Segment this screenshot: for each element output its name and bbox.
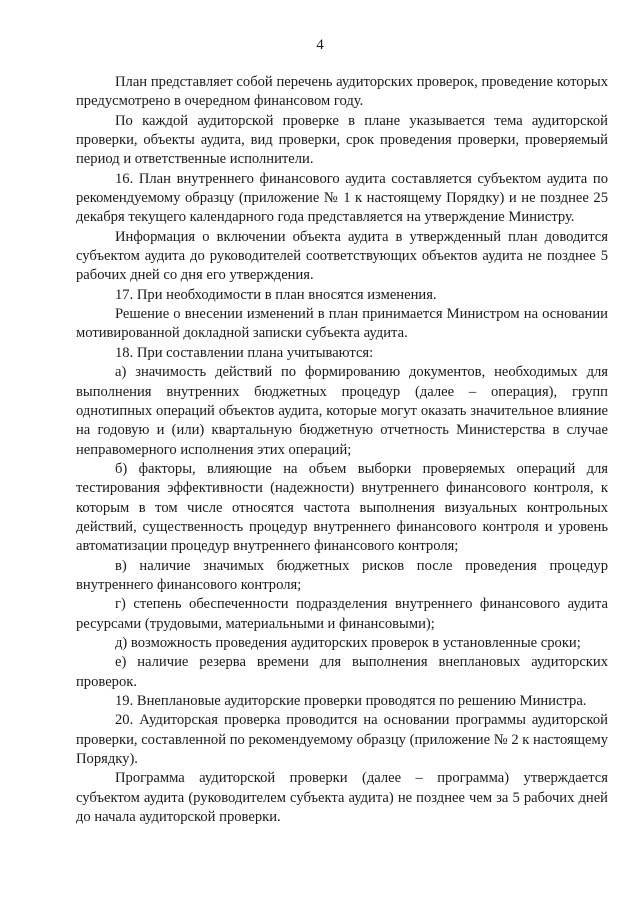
paragraph-18-a: а) значимость действий по формированию документов, необходимых для выполнения внутренних бюджетных процедур (далее – операция), групп однотипных операций объектов аудита, которые могут оказать значительное влияние на годовую и (или) квартальную бюджетную отчетность Министерства в случае неправомерного исполнения этих операций; [76, 364, 608, 458]
paragraph-plan-contents: По каждой аудиторской проверке в плане указывается тема аудиторской проверки, объекты аудита, вид проверки, срок проведения проверки, проверяемый период и ответственные исполнители. [76, 112, 608, 168]
paragraph-plan-definition: План представляет собой перечень аудиторских проверок, проведение которых предусмотрено в очередном финансовом году. [76, 74, 608, 110]
paragraph-18-g: г) степень обеспеченности подразделения внутреннего финансового аудита ресурсами (трудовыми, материальными и финансовыми); [76, 596, 608, 632]
paragraph-17-decision: Решение о внесении изменений в план принимается Министром на основании мотивированной докладной записки субъекта аудита. [76, 306, 608, 342]
paragraph-18-e: е) наличие резерва времени для выполнения внеплановых аудиторских проверок. [76, 654, 608, 690]
paragraph-20-program: Программа аудиторской проверки (далее – программа) утверждается субъектом аудита (руководителем субъекта аудита) не позднее чем за 5 рабочих дней до начала аудиторской проверки. [76, 770, 608, 826]
paragraph-18: 18. При составлении плана учитываются: [115, 344, 374, 361]
paragraph-18-b: б) факторы, влияющие на объем выборки проверяемых операций для тестирования эффективности (надежности) внутреннего финансового контроля, к которым в том числе относятся частота выполнения визуальных контрольных действий, существенность процедур внутреннего финансового контроля и уровень автоматизации процедур внутреннего финансового контроля; [76, 460, 608, 555]
paragraph-19: 19. Внеплановые аудиторские проверки проводятся по решению Министра. [115, 693, 587, 709]
paragraph-17: 17. При необходимости в план вносятся изменения. [115, 286, 437, 303]
paragraph-16-info: Информация о включении объекта аудита в утвержденный план доводится субъектом аудита до руководителей соответствующих объектов аудита не позднее 5 рабочих дней со дня его утверждения. [76, 228, 608, 284]
document-body [76, 73, 608, 827]
paragraph-16: 16. План внутреннего финансового аудита составляется субъектом аудита по рекомендуемому образцу (приложение № 1 к настоящему Порядку) и не позднее 25 декабря текущего календарного года представляется на утверждение Министру. [76, 170, 608, 226]
paragraph-18-d: д) возможность проведения аудиторских проверок в установленные сроки; [115, 634, 581, 651]
paragraph-20: 20. Аудиторская проверка проводится на основании программы аудиторской проверки, составленной по рекомендуемому образцу (приложение № 2 к настоящему Порядку). [76, 712, 608, 768]
page-number: 4 [316, 37, 324, 53]
paragraph-18-v: в) наличие значимых бюджетных рисков после проведения процедур внутреннего финансового контроля; [76, 557, 608, 593]
